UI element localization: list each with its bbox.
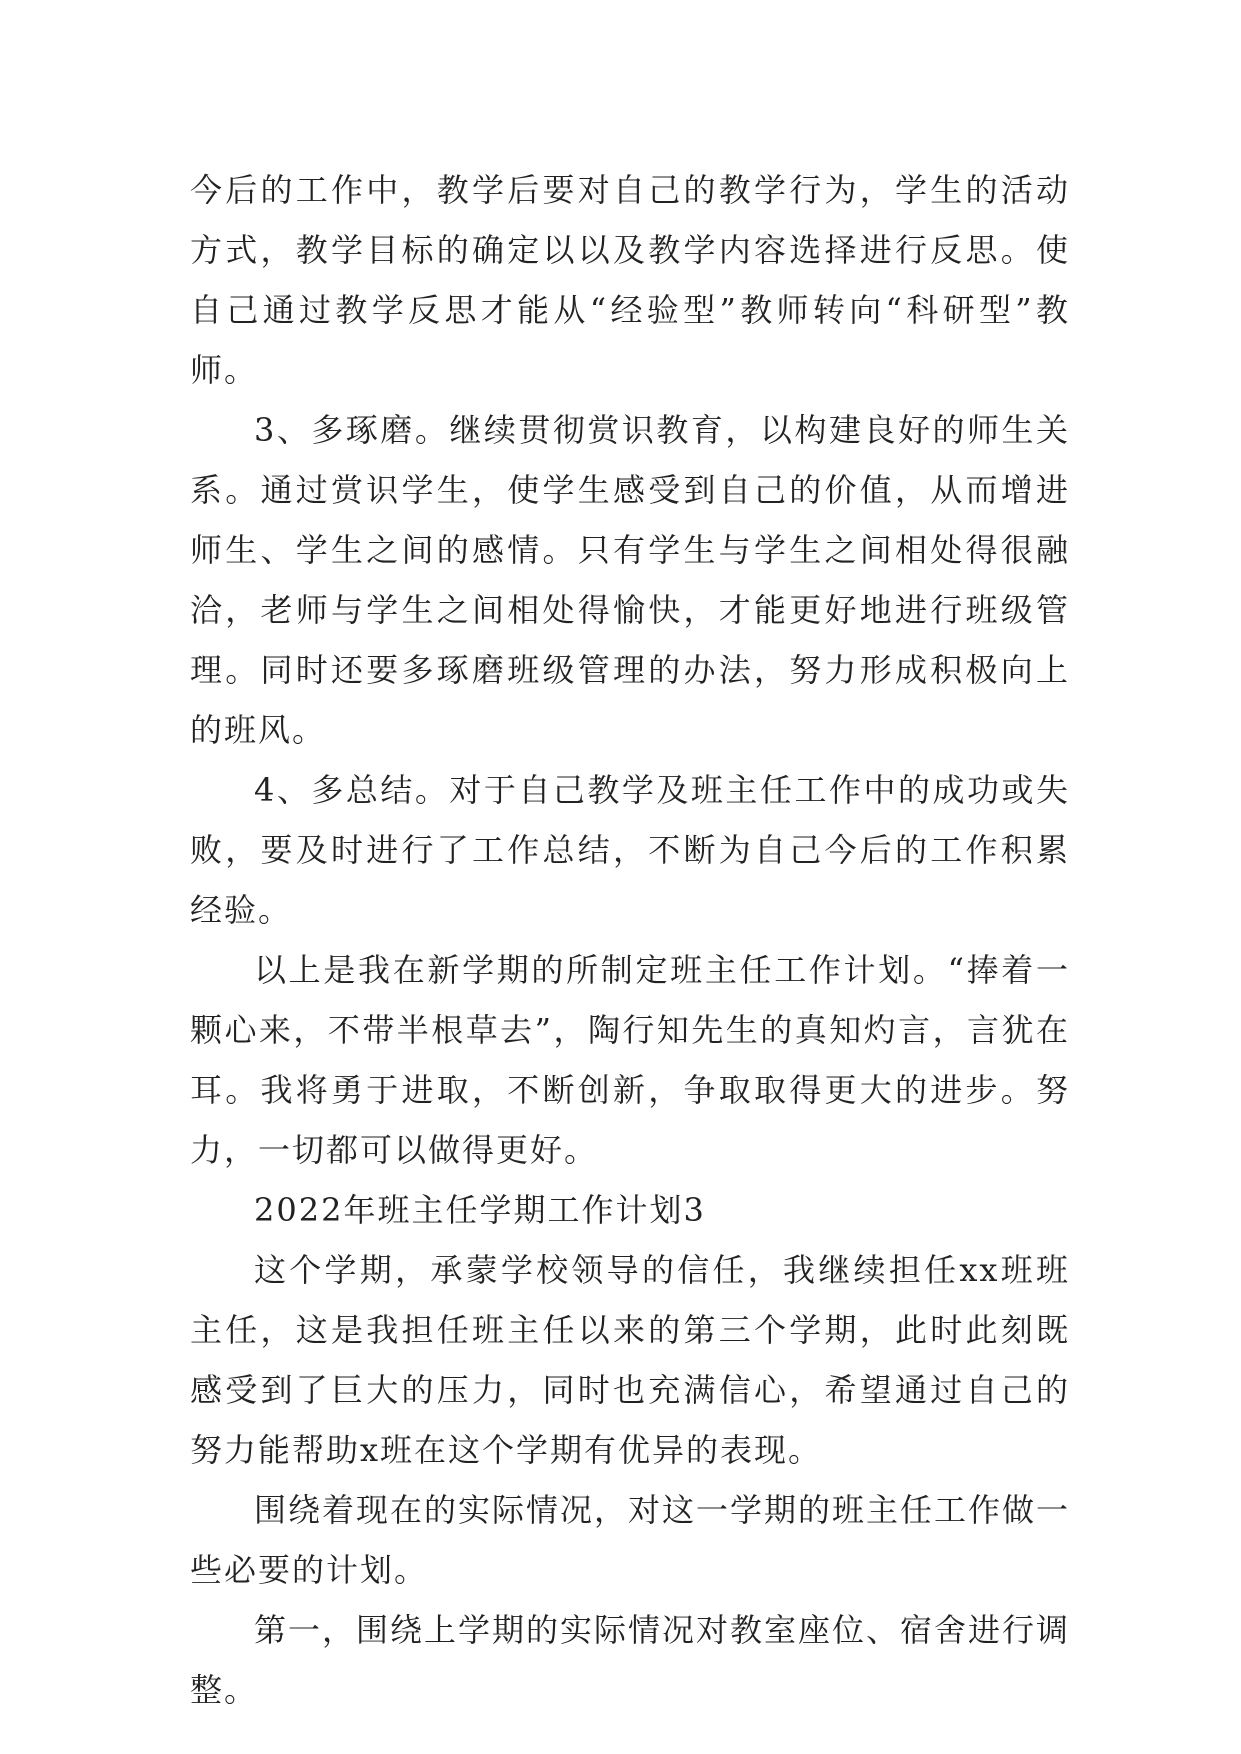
section-heading: 2022年班主任学期工作计划3	[254, 1191, 706, 1229]
paragraph-item-3: 3、多琢磨。继续贯彻赏识教育，以构建良好的师生关系。通过赏识学生，使学生感受到自己的价值，从而增进师生、学生之间的感情。只有学生与学生之间相处得很融洽，老师与学生之间相处得愉快，才能更好地进行班级管理。同时还要多琢磨班级管理的办法，努力形成积极向上的班风。	[190, 411, 1070, 749]
paragraph-conclusion: 以上是我在新学期的所制定班主任工作计划。“捧着一颗心来，不带半根草去”，陶行知先生的真知灼言，言犹在耳。我将勇于进取，不断创新，争取取得更大的进步。努力，一切都可以做得更好。	[190, 951, 1070, 1169]
paragraph-first: 第一，围绕上学期的实际情况对教室座位、宿舍进行调整。	[190, 1611, 1071, 1709]
paragraph-continuation: 今后的工作中，教学后要对自己的教学行为，学生的活动方式，教学目标的确定以以及教学内容选择进行反思。使自己通过教学反思才能从“经验型”教师转向“科研型”教师。	[190, 171, 1070, 389]
paragraph-intro: 这个学期，承蒙学校领导的信任，我继续担任xx班班主任，这是我担任班主任以来的第三个学期，此时此刻既感受到了巨大的压力，同时也充满信心，希望通过自己的努力能帮助x班在这个学期有优异的表现。	[190, 1251, 1070, 1469]
document-body	[190, 160, 1070, 1720]
paragraph-item-4: 4、多总结。对于自己教学及班主任工作中的成功或失败，要及时进行了工作总结，不断为自己今后的工作积累经验。	[190, 771, 1070, 929]
paragraph-plan: 围绕着现在的实际情况，对这一学期的班主任工作做一些必要的计划。	[190, 1491, 1071, 1589]
